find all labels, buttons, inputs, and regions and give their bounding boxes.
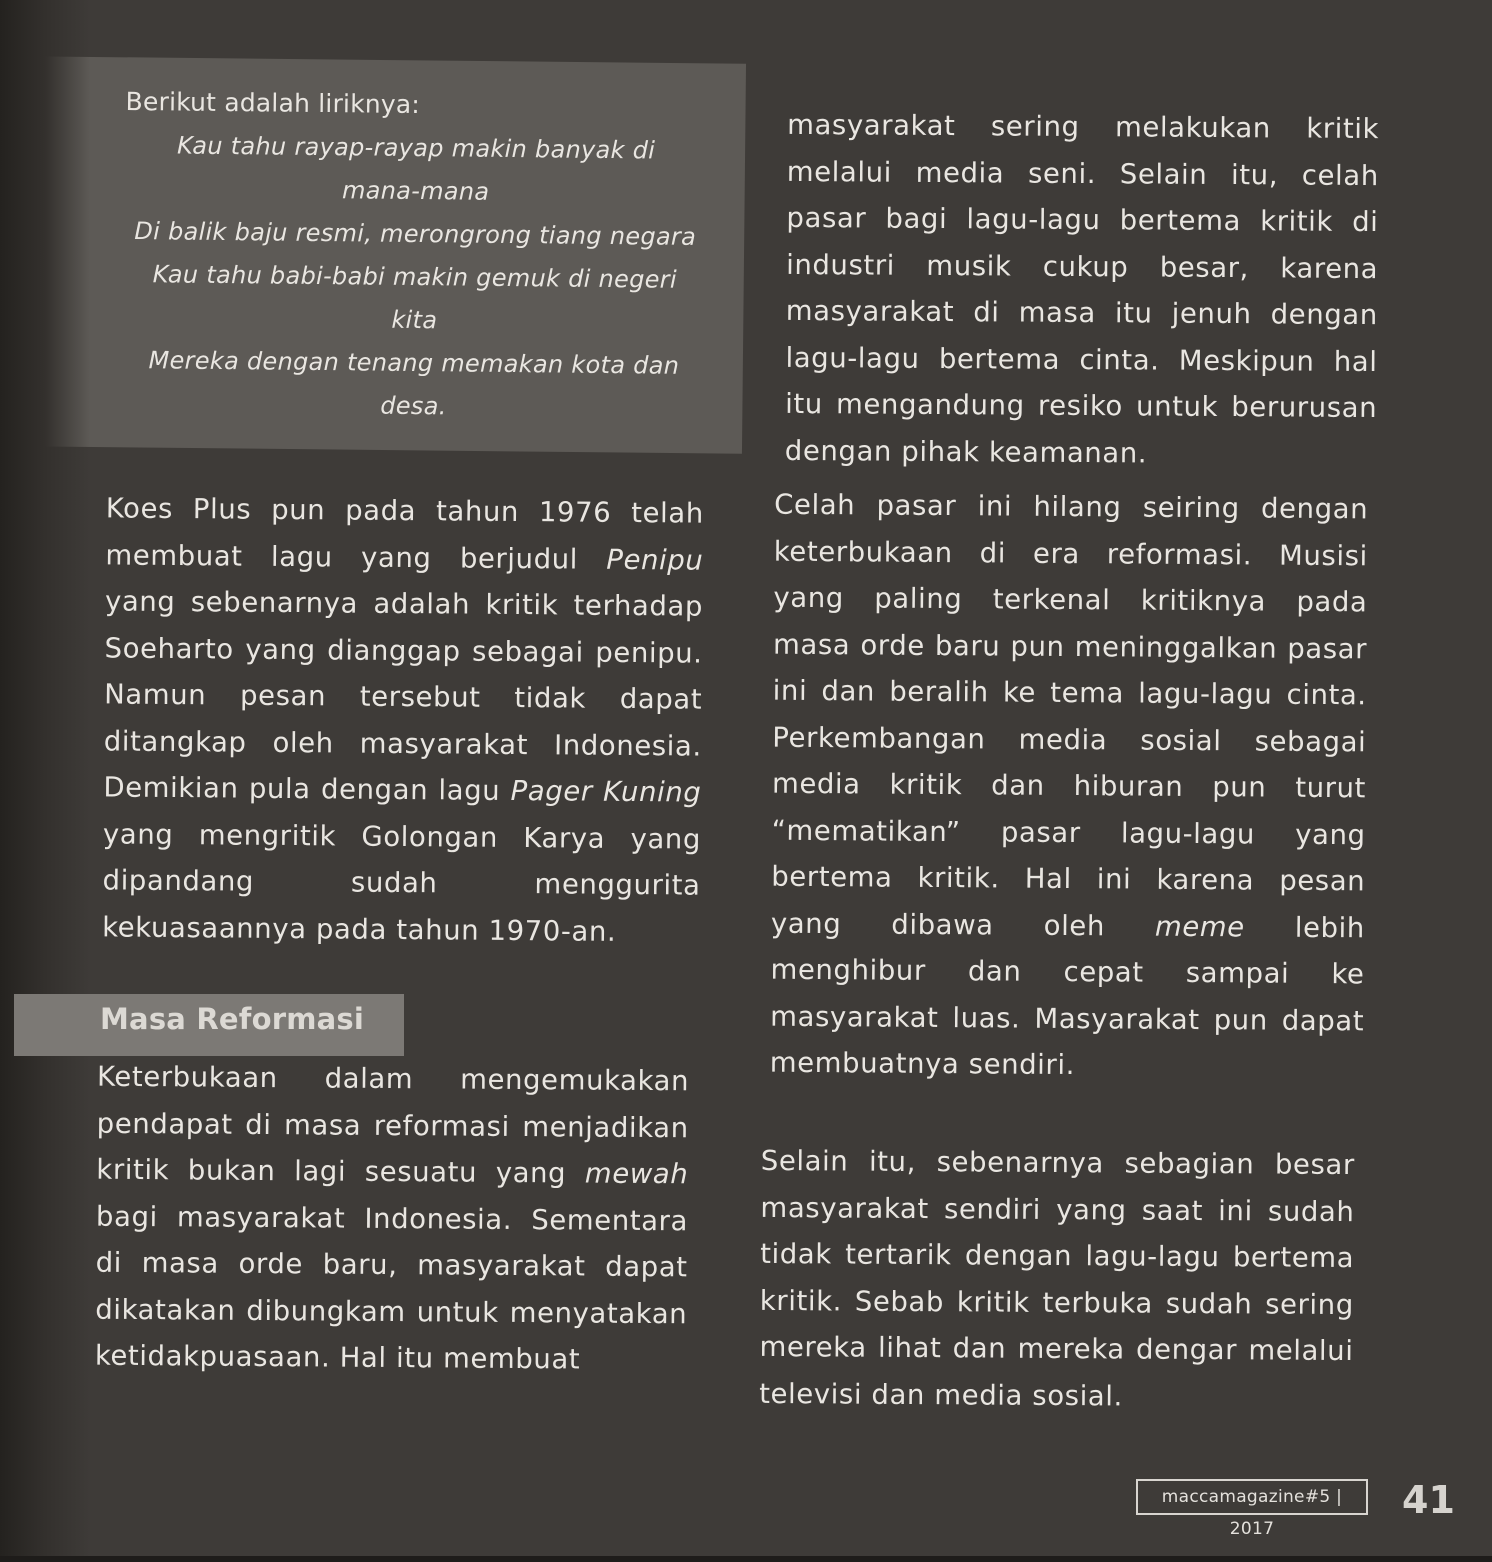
lyric-line: kita bbox=[391, 305, 438, 335]
paragraph-text bbox=[770, 482, 1369, 1091]
paragraph-text: masyarakat sering melakukan kritik melalui media seni. Selain itu, celah pasar bagi lagu-lagu bertema kritik di industri musik cukup besar, karena masyarakat di masa itu jenuh dengan lagu-lagu bertema cinta. Meskipun hal itu mengandung resiko untuk berurusan dengan pihak keamanan. bbox=[784, 108, 1380, 469]
page-bottom-edge bbox=[0, 1556, 1492, 1562]
lyric-line: mana-mana bbox=[341, 176, 490, 206]
lyric-line: Di balik baju resmi, merongrong tiang negara bbox=[134, 217, 697, 251]
emphasis-mewah: mewah bbox=[584, 1157, 689, 1191]
song-title-penipu: Penipu bbox=[606, 543, 704, 577]
left-paragraph-koes-plus bbox=[102, 485, 704, 955]
section-heading: Masa Reformasi bbox=[100, 1002, 364, 1036]
paragraph-text bbox=[95, 1054, 690, 1384]
right-paragraph-3 bbox=[759, 1138, 1355, 1421]
lyric-line: Kau tahu rayap-rayap makin banyak di bbox=[176, 131, 656, 165]
publication-label: maccamagazine#5 | 2017 bbox=[1136, 1479, 1368, 1515]
paragraph-text: Selain itu, sebenarnya sebagian besar masyarakat sendiri yang saat ini sudah tidak tertarik dengan lagu-lagu bertema kritik. Sebab kritik terbuka sudah sering mereka lihat dan mereka dengar melalui televisi dan media sosial. bbox=[759, 1144, 1355, 1412]
text-run: Koes Plus pun pada tahun 1976 telah membuat lagu yang berjudul bbox=[105, 492, 704, 576]
text-run: bagi masyarakat Indonesia. Sementara di masa orde baru, masyarakat dapat dikatakan dibungkam untuk menyatakan ketidakpuasaan. Hal itu membuat bbox=[94, 1200, 689, 1376]
right-paragraph-1 bbox=[785, 102, 1380, 478]
text-run: Keterbukaan dalam mengemukakan pendapat di masa reformasi menjadikan kritik bukan lagi sesuatu yang bbox=[96, 1060, 690, 1190]
lyrics-intro: Berikut adalah liriknya: bbox=[125, 86, 421, 120]
lyrics-block bbox=[108, 87, 722, 431]
lyric-line: desa. bbox=[380, 391, 447, 421]
paragraph-text bbox=[102, 485, 704, 955]
page-number: 41 bbox=[1402, 1478, 1455, 1522]
text-run: yang sebenarnya adalah kritik terhadap Soeharto yang dianggap sebagai penipu. Namun pesan tersebut tidak dapat ditangkap oleh masyarakat Indonesia. Demikian pula dengan lagu bbox=[103, 585, 704, 807]
text-run: Celah pasar ini hilang seiring dengan keterbukaan di era reformasi. Musisi yang paling terkenal kritiknya pada masa orde baru pun meninggalkan pasar ini dan beralih ke tema lagu-lagu cinta. Perkembangan media sosial sebagai media kritik dan hiburan pun turut “mematikan” pasar lagu-lagu yang bertema kritik. Hal ini karena pesan yang dibawa oleh bbox=[770, 488, 1369, 943]
emphasis-meme: meme bbox=[1154, 910, 1245, 943]
lyric-line: Mereka dengan tenang memakan kota dan bbox=[148, 346, 680, 380]
text-run: lebih menghibur dan cepat sampai ke masyarakat luas. Masyarakat pun dapat membuatnya sendiri. bbox=[769, 910, 1366, 1082]
lyric-line: Kau tahu babi-babi makin gemuk di negeri bbox=[152, 260, 678, 294]
song-title-pager-kuning: Pager Kuning bbox=[510, 774, 702, 809]
right-paragraph-2 bbox=[770, 482, 1369, 1091]
text-run: yang mengritik Golongan Karya yang dipandang sudah menggurita kekuasaannya pada tahun 1970-an. bbox=[102, 817, 702, 948]
page-gutter-shadow bbox=[0, 0, 90, 1562]
left-paragraph-reformasi bbox=[95, 1054, 690, 1384]
